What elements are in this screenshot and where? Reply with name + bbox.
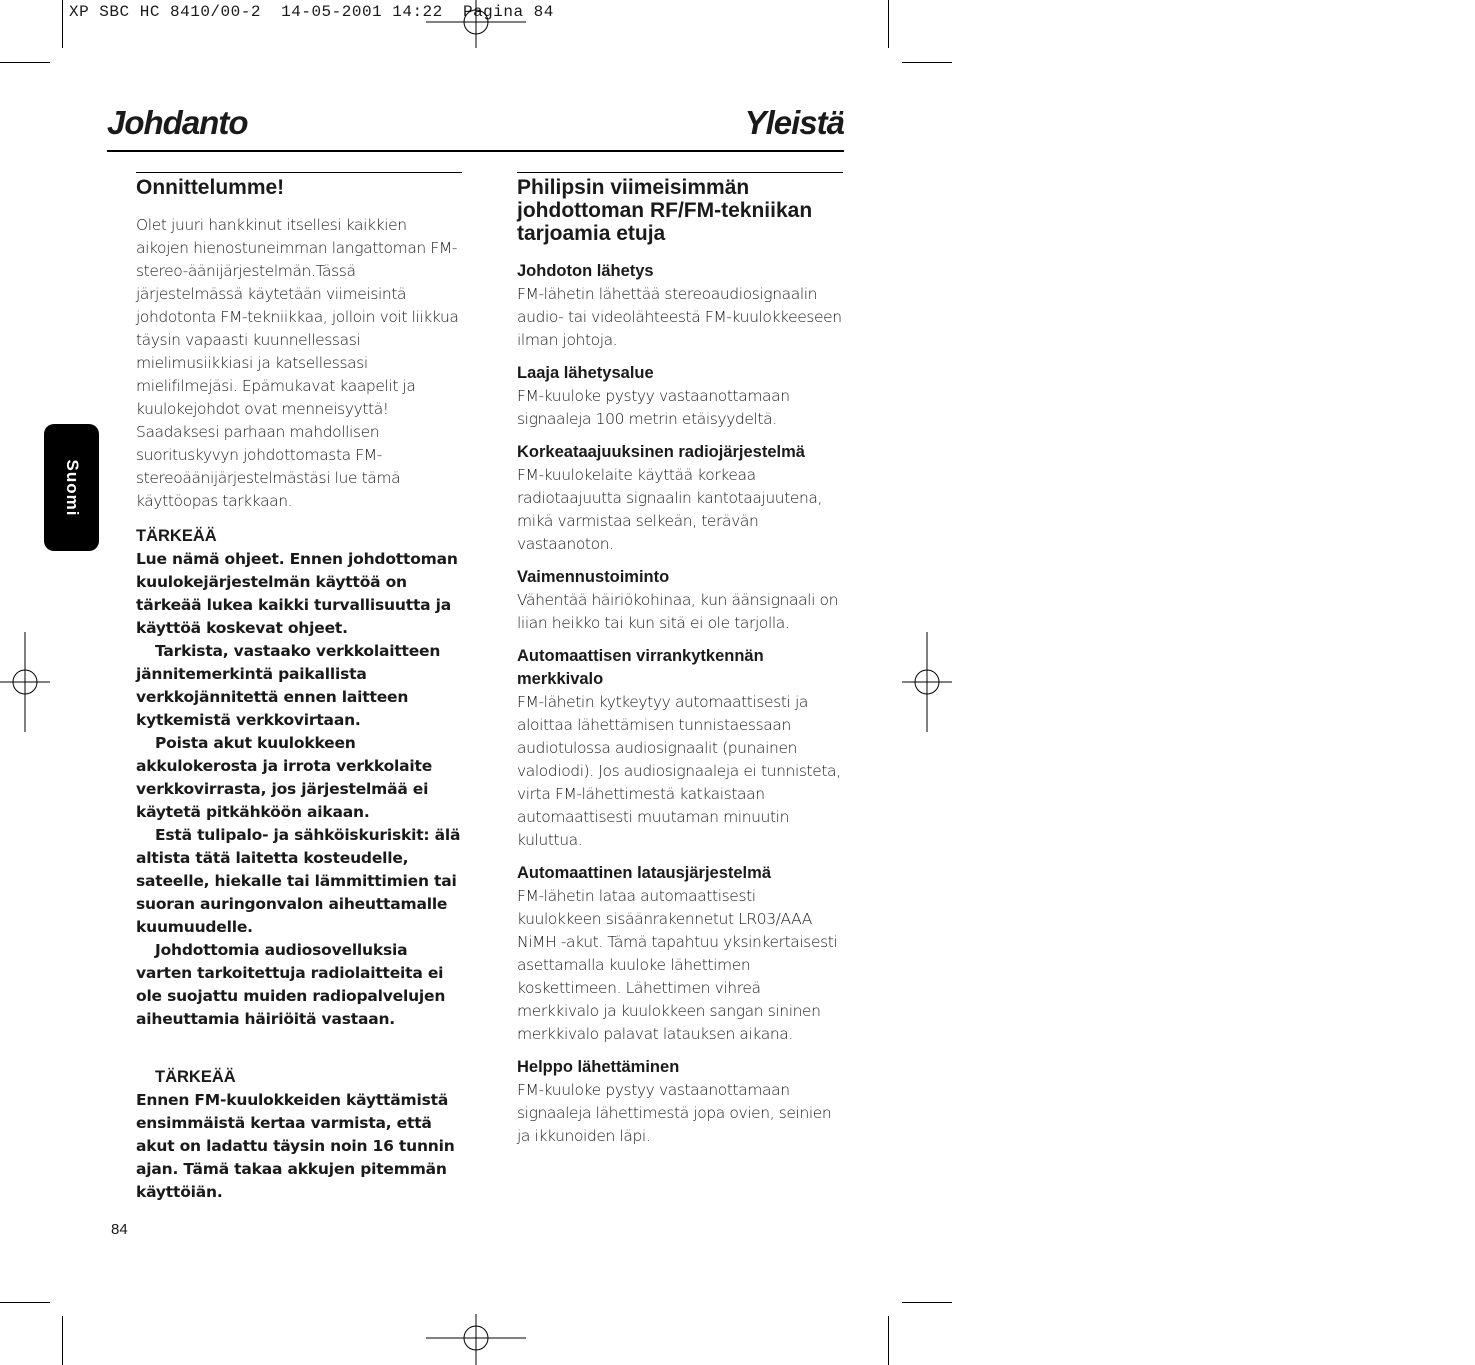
feature-title: Vaimennustoiminto bbox=[517, 568, 670, 586]
feature-text: Vähentää häiriökohinaa, kun äänsignaali on liian heikko tai kun sitä ei ole tarjolla. bbox=[517, 591, 839, 632]
intro-paragraph: Olet juuri hankkinut itsellesi kaikkien aikojen hienostuneimman langattoman FM-stereo-äänijärjestelmän.Tässä järjestelmässä käytetään viimeisintä johdotonta FM-tekniikkaa, jolloin voit liikkua täysin vapaasti kuunnellessasi mielimusiikkiasi ja katsellessasi mielifilmejäsi. Epämukavat kaapelit ja kuulokejohdot ovat menneisyyttä! Saadaksesi parhaan mahdollisen suorituskyvyn johdottomasta FM-stereoäänijärjestelmästäsi lue tämä käyttöopas tarkkaan. bbox=[136, 216, 459, 510]
page-title-left: Johdanto bbox=[107, 104, 248, 141]
language-tab-label: Suomi bbox=[62, 459, 82, 516]
section-rule bbox=[517, 172, 843, 173]
page-title-right: Yleistä bbox=[744, 104, 844, 141]
registration-mark-bottom bbox=[426, 1314, 526, 1365]
registration-mark-right bbox=[902, 632, 952, 732]
feature-text: FM-lähetin lataa automaattisesti kuulokkeen sisäänrakennetut LR03/AAA NiMH -akut. Tämä tapahtuu yksinkertaisesti asettamalla kuuloke lähettimen koskettimeen. Lähettimen vihreä merkkivalo ja kuulokkeen sangan sininen merkkivalo palavat latauksen aikana. bbox=[517, 887, 838, 1043]
registration-mark-top bbox=[426, 0, 526, 50]
crop-mark bbox=[888, 1316, 889, 1365]
important-paragraph-2: Ennen FM-kuulokkeiden käyttämistä ensimmäistä kertaa varmista, että akut on ladattu täysin noin 16 tunnin ajan. Tämä takaa akkujen pitemmän käyttöiän. bbox=[136, 1091, 455, 1201]
important-paragraph: Lue nämä ohjeet. Ennen johdottoman kuulokejärjestelmän käyttöä on tärkeää lukea kaikki turvallisuutta ja käyttöä koskevat ohjeet. bbox=[136, 550, 458, 637]
left-column bbox=[136, 172, 462, 1204]
feature-title: Automaattisen virrankytkennän merkkivalo bbox=[517, 647, 764, 688]
feature-text: FM-kuulokelaite käyttää korkeaa radiotaajuutta signaalin kantotaajuutena, mikä varmistaa selkeän, terävän vastaanoton. bbox=[517, 466, 823, 553]
feature-title: Automaattinen latausjärjestelmä bbox=[517, 864, 771, 882]
print-slug: XP SBC HC 8410/00-2 14-05-2001 14:22 Pagina 84 bbox=[69, 3, 554, 21]
section-rule bbox=[136, 172, 462, 173]
important-heading-2: TÄRKEÄÄ bbox=[155, 1068, 236, 1086]
important-heading: TÄRKEÄÄ bbox=[136, 527, 217, 545]
important-paragraph: Tarkista, vastaako verkkolaitteen jännitemerkintä paikallista verkkojännitettä ennen laitteen kytkemistä verkkovirtaan. bbox=[136, 642, 441, 729]
language-tab bbox=[44, 424, 99, 551]
feature-title: Laaja lähetysalue bbox=[517, 364, 654, 382]
crop-mark bbox=[0, 1302, 50, 1303]
registration-mark-left bbox=[0, 632, 50, 732]
section-title: Onnittelumme! bbox=[136, 176, 285, 199]
header-rule bbox=[107, 150, 844, 152]
section-title: Philipsin viimeisimmän johdottoman RF/FM-tekniikan tarjoamia etuja bbox=[517, 176, 813, 245]
feature-title: Johdoton lähetys bbox=[517, 262, 654, 280]
right-column bbox=[517, 172, 843, 1148]
feature-title: Helppo lähettäminen bbox=[517, 1058, 680, 1076]
crop-mark bbox=[0, 62, 50, 63]
feature-text: FM-lähetin lähettää stereoaudiosignaalin audio- tai videolähteestä FM-kuulokkeeseen ilman johtoja. bbox=[517, 285, 842, 349]
crop-mark bbox=[902, 1302, 952, 1303]
important-paragraph: Estä tulipalo- ja sähköiskuriskit: älä altista tätä laitetta kosteudelle, sateelle, hiekalle tai lämmittimien tai suoran auringonvalon aiheuttamalle kuumuudelle. bbox=[136, 826, 461, 936]
important-paragraph: Poista akut kuulokkeen akkulokerosta ja irrota verkkolaite verkkovirrasta, jos järjestelmää ei käytetä pitkähköön aikaan. bbox=[136, 734, 433, 821]
page-number: 84 bbox=[111, 1221, 128, 1238]
crop-mark bbox=[62, 1316, 63, 1365]
crop-mark bbox=[62, 0, 63, 48]
feature-text: FM-lähetin kytkeytyy automaattisesti ja aloittaa lähettämisen tunnistaessaan audiotulossa audiosignaalit (punainen valodiodi). Jos audiosignaaleja ei tunnisteta, virta FM-lähettimestä katkaistaan automaattisesti muutaman minuutin kuluttua. bbox=[517, 693, 841, 849]
feature-text: FM-kuuloke pystyy vastaanottamaan signaaleja 100 metrin etäisyydeltä. bbox=[517, 387, 790, 428]
crop-mark bbox=[902, 62, 952, 63]
feature-text: FM-kuuloke pystyy vastaanottamaan signaaleja lähettimestä jopa ovien, seinien ja ikkunoiden läpi. bbox=[517, 1081, 832, 1145]
important-paragraph: Johdottomia audiosovelluksia varten tarkoitettuja radiolaitteita ei ole suojattu muiden radiopalvelujen aiheuttamia häiriöitä vastaan. bbox=[136, 941, 446, 1028]
feature-title: Korkeataajuuksinen radiojärjestelmä bbox=[517, 443, 805, 461]
important-block bbox=[136, 548, 462, 1031]
crop-mark bbox=[888, 0, 889, 48]
